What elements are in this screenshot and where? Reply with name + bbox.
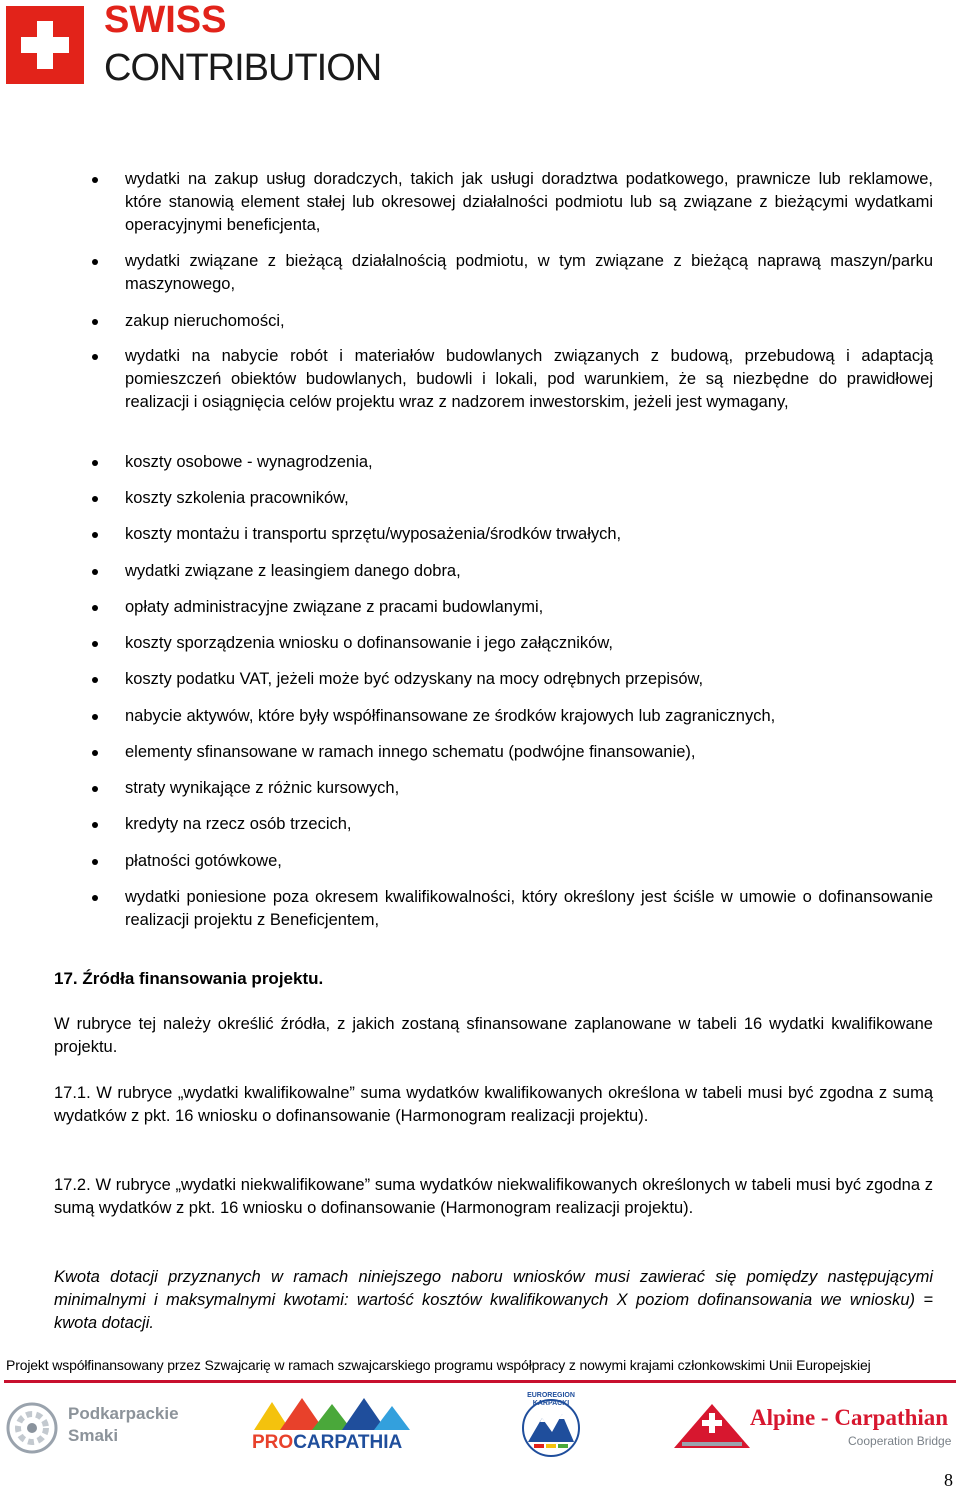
paragraph: W rubryce tej należy określić źródła, z jakich zostaną sfinansowane zaplanowane w tabeli 16 wydatki kwalifikowane projektu. [54, 1015, 933, 1056]
procarpathia-mountains-icon [250, 1396, 412, 1432]
page-number: 8 [944, 1470, 953, 1490]
podkarpackie-smaki-logo [4, 1400, 184, 1456]
list-item: opłaty administracyjne związane z pracami budowlanymi, [125, 596, 933, 619]
list-item: zakup nieruchomości, [125, 310, 933, 333]
list-item: wydatki związane z bieżącą działalnością podmiotu, w tym związane z bieżącą naprawą maszyn/parku maszynowego, [125, 250, 933, 296]
section-heading: 17. Źródła finansowania projektu. [54, 969, 324, 988]
footer-divider [4, 1380, 956, 1383]
list-item: wydatki na nabycie robót i materiałów budowlanych związanych z budową, przebudową i adaptacją pomieszczeń obiektów budowlanych, budowli i lokali, pod warunkiem, że są niezbędne do prawidłowej realizacji i osiągnięcia celów projektu wraz z nadzorem inwestorskim, jeżeli jest wymagany, [125, 345, 933, 414]
brand-line-2: CONTRIBUTION [104, 47, 382, 89]
euroregion-karpacki-logo [512, 1392, 590, 1460]
swiss-contribution-logo [0, 0, 420, 90]
list-item: płatności gotówkowe, [125, 850, 933, 873]
list-item: koszty podatku VAT, jeżeli może być odzyskany na mocy odrębnych przepisów, [125, 668, 933, 691]
procarpathia-pro: PRO [252, 1432, 294, 1453]
paragraph: 17.1. W rubryce „wydatki kwalifikowalne” suma wydatków kwalifikowanych określona w tabeli musi być zgodna z sumą wydatków z pkt. 16 wniosku o dofinansowanie (Harmonogram realizacji projektu). [54, 1084, 933, 1125]
list-item: kredyty na rzecz osób trzecich, [125, 813, 933, 836]
list-item: wydatki związane z leasingiem danego dobra, [125, 560, 933, 583]
footer-cofinancing-note: Projekt współfinansowany przez Szwajcarię w ramach szwajcarskiego programu współpracy z nowymi krajami członkowskimi Unii Europejskiej [6, 1357, 871, 1373]
paragraph: 17.2. W rubryce „wydatki niekwalifikowane” suma wydatków niekwalifikowanych określonych w tabeli musi być zgodna z sumą wydatków z pkt. 16 wniosku o dofinansowanie (Harmonogram realizacji projektu). [54, 1176, 933, 1217]
partner-logos [0, 1390, 960, 1460]
euroregion-label: EUROREGION KARPACKI [527, 1392, 575, 1407]
podkarpackie-emblem-icon [4, 1400, 64, 1456]
list-item: straty wynikające z różnic kursowych, [125, 777, 933, 800]
list-item: koszty osobowe - wynagrodzenia, [125, 451, 933, 474]
procarpathia-logo [250, 1396, 412, 1458]
list-item: nabycie aktywów, które były współfinansowane ze środków krajowych lub zagranicznych, [125, 705, 933, 728]
list-item: wydatki poniesione poza okresem kwalifikowalności, który określony jest ściśle w umowie o dofinansowanie realizacji projektu z Beneficjentem, [125, 886, 933, 932]
italic-note: Kwota dotacji przyznanych w ramach niniejszego naboru wniosków musi zawierać się pomiędzy następującymi minimalnymi i maksymalnymi kwotami: wartość kosztów kwalifikowanych X poziom dofinansowania we wniosku) = kwota dotacji. [54, 1268, 933, 1332]
list-item: wydatki na zakup usług doradczych, takich jak usługi doradztwa podatkowego, prawnicze lub reklamowe, które stanowią element stałej lub okresowej działalności podmiotu lub są związane z bieżącymi wydatkami operacyjnymi beneficjenta, [125, 168, 933, 237]
list-item: elementy sfinansowane w ramach innego schematu (podwójne finansowanie), [125, 741, 933, 764]
procarpathia-name: CARPATHIA [293, 1432, 403, 1453]
smaki-label: Smaki [68, 1426, 119, 1445]
podkarpackie-label: Podkarpackie [68, 1404, 179, 1423]
alpine-label: Alpine - Carpathian [750, 1405, 949, 1430]
alpine-bridge-icon [672, 1398, 752, 1454]
cooperation-bridge-label: Cooperation Bridge [848, 1434, 952, 1448]
list-item: koszty szkolenia pracowników, [125, 487, 933, 510]
brand-line-1: SWISS [104, 0, 227, 41]
swiss-flag-icon [6, 6, 84, 84]
list-item: koszty sporządzenia wniosku o dofinansowanie i jego załączników, [125, 632, 933, 655]
alpine-carpathian-logo [672, 1398, 956, 1460]
list-item: koszty montażu i transportu sprzętu/wyposażenia/środków trwałych, [125, 523, 933, 546]
